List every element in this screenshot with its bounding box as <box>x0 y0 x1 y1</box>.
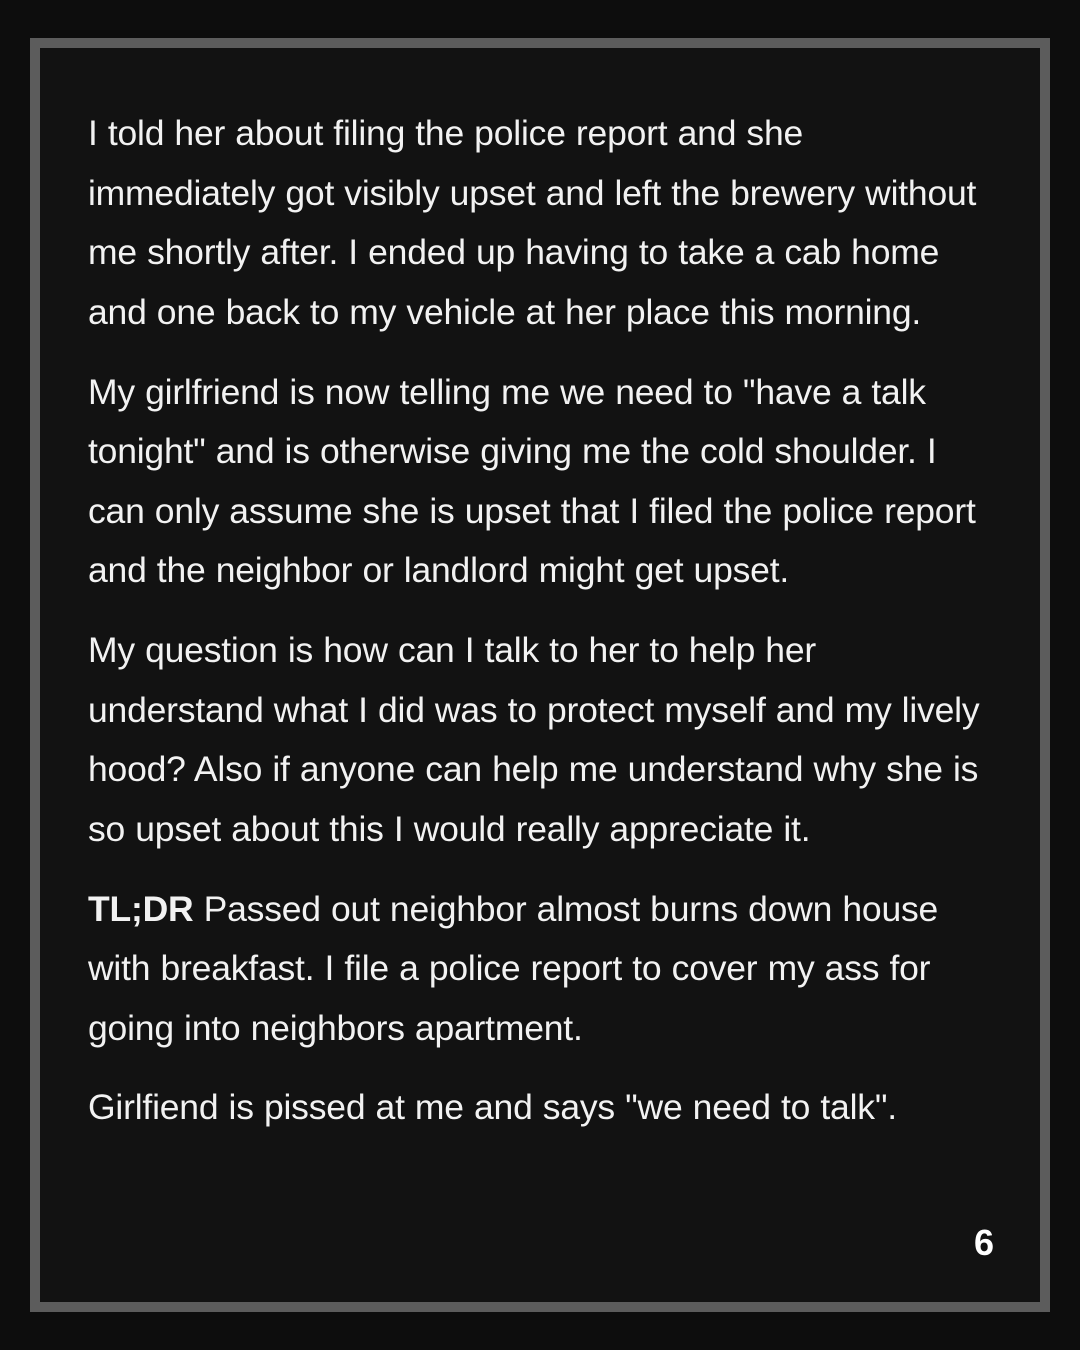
story-paragraph: I told her about filing the police report and she immediately got visibly upset and left the brewery without me shortly after. I ended up having to take a cab home and one back to my vehicle at her place this morning. <box>88 113 977 332</box>
story-paragraph: My question is how can I talk to her to help her understand what I did was to protect myself and my lively hood? Also if anyone can help me understand why she is so upset about this I would really appreciate it. <box>88 630 980 849</box>
story-paragraph-tldr <box>88 880 992 1059</box>
page-number: 6 <box>973 1222 994 1263</box>
slide-content <box>40 48 1040 1302</box>
story-paragraph: My girlfriend is now telling me we need to "have a talk tonight" and is otherwise giving me the cold shoulder. I can only assume she is upset that I filed the police report and the neighbor or landlord might get upset. <box>88 371 976 591</box>
tldr-text: Passed out neighbor almost burns down house with breakfast. I file a police report to cover my ass for going into neighbors apartment. <box>88 888 939 1048</box>
tldr-label: TL;DR <box>88 888 194 929</box>
story-slide <box>30 38 1050 1312</box>
story-paragraph: Girlfiend is pissed at me and says "we need to talk". <box>88 1087 897 1128</box>
